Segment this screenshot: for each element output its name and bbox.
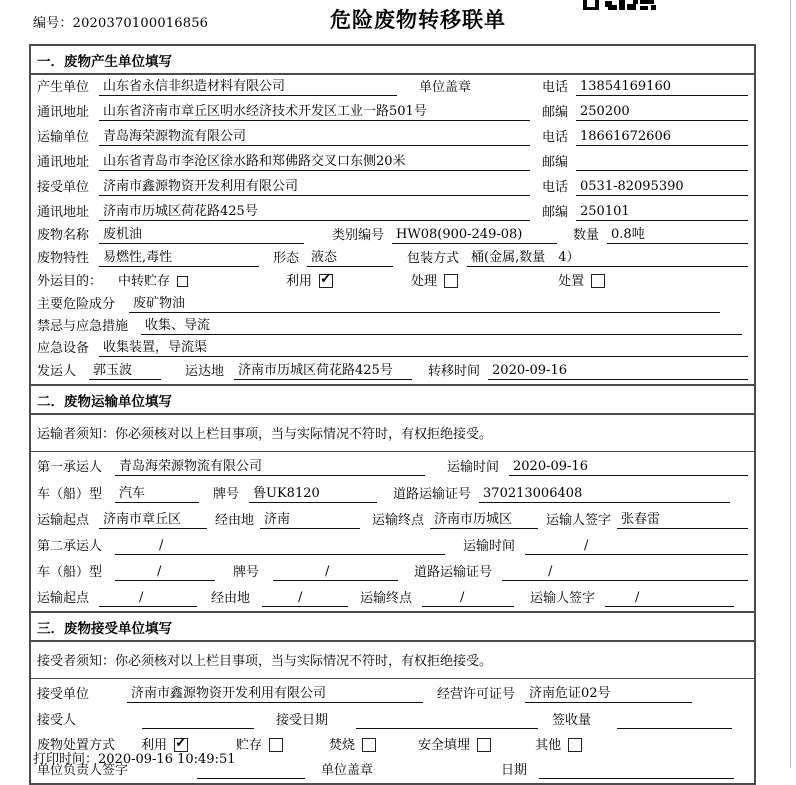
section2-notice: 运输者须知：你必须核对以上栏目事项，当与实际情况不符时，有权拒绝接受。: [31, 415, 754, 452]
taboo-value: 收集、导流: [141, 314, 742, 335]
document-header: [0, 0, 796, 44]
plate-value: 鲁UK8120: [249, 482, 377, 503]
producer-address-value: 山东省济南市章丘区明水经济技术开发区工业一路501号: [99, 100, 530, 121]
checkbox: [477, 738, 491, 752]
acceptor-label: 接受人: [37, 713, 77, 728]
receiver-address-value: 济南市历城区荷花路425号: [99, 200, 530, 221]
purpose-option: 处理: [411, 270, 458, 290]
packing-label: 包装方式: [407, 251, 460, 266]
hazard-value: 废矿物油: [129, 292, 720, 313]
purpose-option: 利用 ✓: [286, 270, 333, 290]
receiver-unit-value: 济南市鑫源物资开发利用有限公司: [99, 175, 530, 196]
category-value: HW08(900-249-08): [392, 227, 557, 244]
via-label: 经由地: [211, 591, 251, 606]
purpose-option: 中转贮存: [118, 270, 188, 290]
accept-unit-row: [31, 679, 754, 707]
transport-phone-value: 18661672606: [576, 129, 748, 146]
acceptor-row: [31, 707, 754, 733]
checkbox: [591, 274, 605, 288]
address-label: 通讯地址: [37, 205, 90, 220]
serial-value: 2020370100016856: [72, 16, 209, 31]
disposal-option: 利用 ✓: [141, 734, 188, 754]
route2-row: [31, 585, 754, 611]
print-time: [33, 748, 236, 767]
disposal-option: 安全填埋: [418, 734, 491, 754]
transport-time-label: 运输时间: [463, 539, 516, 554]
route-end-label: 运输终点: [360, 591, 413, 606]
checkbox: [444, 274, 458, 288]
transfer-time-value: 2020-09-16: [488, 363, 748, 380]
serial-label: 编号：: [33, 16, 73, 31]
producer-unit-value: 山东省永信非织造材料有限公司: [99, 75, 397, 96]
zip-label: 邮编: [542, 105, 569, 120]
disposal-option: 其他: [535, 734, 582, 754]
permit-value: 济南危证02号: [525, 682, 692, 703]
received-qty-label: 签收量: [552, 713, 592, 728]
dispatcher-value: 郭玉波: [89, 359, 161, 380]
packing-value: 桶(金属,数量 4）: [467, 246, 748, 267]
accept-unit-value: 济南市鑫源物资开发利用有限公司: [127, 682, 423, 703]
qty-value: 0.8吨: [607, 223, 748, 244]
transport-unit-row: [31, 125, 754, 150]
address-label: 通讯地址: [37, 105, 90, 120]
qr-code-partial-icon: [583, 0, 657, 10]
receiver-zip-value: 250101: [576, 204, 748, 221]
qty-label: 数量: [573, 228, 600, 243]
route-start-value: /: [99, 590, 197, 607]
section1-heading: 一．废物产生单位填写: [31, 46, 754, 75]
checkbox: [568, 738, 582, 752]
phone-label: 电话: [542, 180, 569, 195]
destination-label: 运达地: [185, 364, 225, 379]
taboo-label: 禁忌与应急措施: [37, 319, 129, 334]
carrier2-label: 第二承运人: [37, 539, 103, 554]
via-value: /: [262, 590, 348, 607]
zip-label: 邮编: [542, 155, 569, 170]
disposal-option: 贮存: [236, 734, 283, 754]
producer-unit-label: 产生单位: [37, 80, 90, 95]
purpose-option: 处置: [558, 270, 605, 290]
equipment-value: 收集装置，导流渠: [99, 336, 748, 357]
checkbox: [362, 738, 376, 752]
print-time-value: 2020-09-16 10:49:51: [98, 752, 236, 767]
route-end-value: /: [422, 590, 514, 607]
transfer-time-label: 转移时间: [428, 364, 481, 379]
producer-phone-value: 13854169160: [576, 79, 748, 96]
receiver-unit-label: 接受单位: [37, 180, 90, 195]
plate-value: /: [273, 564, 398, 581]
accept-date-label: 接受日期: [276, 713, 329, 728]
equipment-row: [31, 339, 754, 361]
carrier1-row: [31, 452, 754, 480]
phone-label: 电话: [542, 80, 569, 95]
form-value: 液态: [307, 246, 393, 267]
vehicle-type-value: 汽车: [115, 482, 199, 503]
equipment-label: 应急设备: [37, 341, 90, 356]
vehicle-type-label: 车（船）型: [37, 565, 103, 580]
transport-address-value: 山东省青岛市李沧区徐水路和郑佛路交叉口东侧20米: [99, 150, 530, 171]
route1-row: [31, 507, 754, 533]
section3-heading: 三．废物接受单位填写: [31, 611, 754, 642]
waste-name-label: 废物名称: [37, 228, 90, 243]
checkbox: [269, 738, 283, 752]
acceptor-value: [142, 714, 254, 729]
date-value: [539, 764, 734, 779]
disposal-option: 焚烧: [329, 734, 376, 754]
accept-date-value: [356, 714, 538, 729]
purpose-row: [31, 271, 754, 294]
route-start-label: 运输起点: [37, 591, 90, 606]
waste-name-value: 废机油: [99, 223, 304, 244]
receiver-address-row: [31, 200, 754, 225]
accept-unit-label: 接受单位: [37, 687, 90, 702]
carrier-sign-label: 运输人签字: [530, 591, 596, 606]
hazard-label: 主要危险成分: [37, 297, 116, 312]
purpose-label: 外运目的：: [37, 274, 103, 289]
checkbox: [319, 274, 333, 288]
producer-address-row: [31, 100, 754, 125]
vehicle1-row: [31, 480, 754, 507]
date-label: 日期: [501, 763, 528, 778]
carrier-sign-value: /: [605, 590, 734, 607]
section3-notice: 接受者须知：你必须核对以上栏目事项，当与实际情况不符时，有权拒绝接受。: [31, 642, 754, 679]
via-label: 经由地: [215, 513, 255, 528]
carrier2-row: [31, 533, 754, 559]
receiver-unit-row: [31, 175, 754, 200]
manifest-form: [29, 44, 756, 785]
dispatcher-label: 发运人: [37, 364, 77, 379]
zip-label: 邮编: [542, 205, 569, 220]
route-end-value: 济南市历城区: [430, 508, 538, 529]
transport-time-value: 2020-09-16: [509, 459, 748, 476]
unit-seal-label: 单位盖章: [419, 80, 472, 95]
road-license-label: 道路运输证号: [393, 487, 472, 502]
category-label: 类别编号: [332, 228, 385, 243]
route-start-label: 运输起点: [37, 513, 90, 528]
plate-label: 牌号: [233, 565, 260, 580]
producer-zip-value: 250200: [576, 104, 748, 121]
form-label: 形态: [273, 251, 300, 266]
address-label: 通讯地址: [37, 155, 90, 170]
transport-unit-value: 青岛海荣源物流有限公司: [99, 125, 530, 146]
waste-traits-value: 易燃性,毒性: [99, 246, 259, 267]
road-license-value: /: [502, 564, 748, 581]
carrier1-value: 青岛海荣源物流有限公司: [115, 455, 425, 476]
route-start-value: 济南市章丘区: [99, 508, 207, 529]
page-edge-line: [790, 0, 791, 768]
transport-unit-label: 运输单位: [37, 130, 90, 145]
transport-zip-value: [576, 156, 748, 171]
vehicle-type-label: 车（船）型: [37, 487, 103, 502]
transport-time-value: /: [525, 538, 748, 555]
road-license-label: 道路运输证号: [414, 565, 493, 580]
print-time-label: 打印时间：: [33, 752, 99, 767]
route-end-label: 运输终点: [372, 513, 425, 528]
section2-heading: 二．废物运输单位填写: [31, 384, 754, 415]
waste-traits-row: [31, 248, 754, 271]
received-qty-value: [617, 714, 732, 729]
vehicle2-row: [31, 559, 754, 585]
waste-traits-label: 废物特性: [37, 251, 90, 266]
vehicle-type-value: /: [115, 564, 215, 581]
dispatch-row: [31, 361, 754, 384]
waste-name-row: [31, 225, 754, 248]
page-title: 危险废物转移联单: [330, 9, 506, 32]
road-license-value: 370213006408: [479, 486, 730, 503]
via-value: 济南: [260, 508, 360, 529]
receiver-phone-value: 0531-82095390: [576, 179, 748, 196]
plate-label: 牌号: [213, 487, 240, 502]
checkbox: [177, 276, 188, 287]
transport-time-label: 运输时间: [447, 460, 500, 475]
destination-value: 济南市历城区荷花路425号: [234, 359, 412, 380]
carrier-sign-value: 张春雷: [617, 508, 748, 529]
phone-label: 电话: [542, 130, 569, 145]
carrier-sign-label: 运输人签字: [546, 513, 612, 528]
carrier2-value: /: [115, 538, 445, 555]
transport-address-row: [31, 150, 754, 175]
responsible-sign-label: 单位负责人签字: [37, 763, 129, 778]
disposal-label: 废物处置方式: [37, 738, 116, 753]
unit-seal-label: 单位盖章: [321, 763, 374, 778]
producer-unit-row: [31, 75, 754, 100]
carrier1-label: 第一承运人: [37, 460, 103, 475]
permit-label: 经营许可证号: [437, 687, 516, 702]
